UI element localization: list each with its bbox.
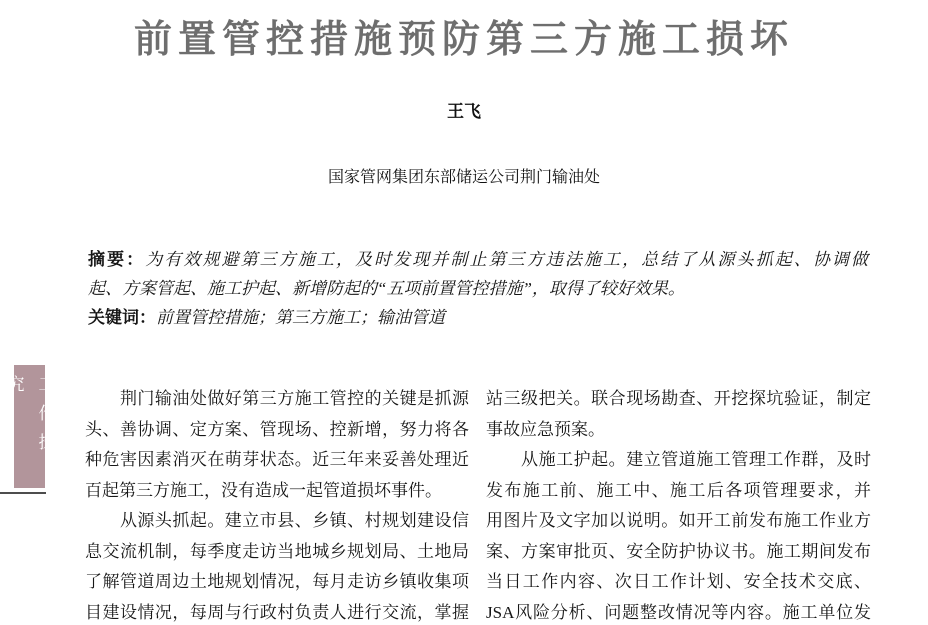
body-line: 种危害因素消灭在萌芽状态。近三年来妥善处理近 [85,450,469,469]
body-line: 事故应急预案。 [486,419,605,439]
abstract-label: 摘要： [88,250,146,269]
abstract-block [88,245,868,332]
section-rule [0,492,46,494]
author-name: 王飞 [447,102,481,121]
keywords-line [88,303,868,332]
article-title: 前置管控措施预防第三方施工损坏 [133,19,794,61]
body-line: 头、善协调、定方案、管现场、控新增，努力将各 [85,419,469,439]
body-line: 荆门输油处做好第三方施工管控的关键是抓源 [85,389,469,408]
body-line: 当日工作内容、次日工作计划、安全技术交底、 [486,572,871,591]
body-line: JSA风险分析、问题整改情况等内容。施工单位发 [486,602,871,622]
keywords-label: 关键词： [88,308,156,327]
abstract-text: 为有效规避第三方施工，及时发现并制止第三方违法施工，总结了从源头抓起、协调做 [145,250,869,269]
body-line: 百起第三方施工，没有造成一起管道损坏事件。 [85,480,442,500]
body-line: 了解管道周边土地规划情况，每月走访乡镇收集项 [85,572,469,591]
body-column-left [85,384,469,625]
body-line: 从源头抓起。建立市县、乡镇、村规划建设信 [85,511,469,530]
body-line: 案、方案审批页、安全防护协议书。施工期间发布 [486,541,871,561]
body-line: 站三级把关。联合现场勘查、开挖探坑验证，制定 [486,389,871,408]
abstract-line: 起、方案管起、施工护起、新增防起的“五项前置管控措施”，取得了较好效果。 [88,279,685,298]
abstract-line [88,245,868,274]
keywords-text: 前置管控措施；第三方施工；输油管道 [156,308,445,327]
section-tab-label: 工作探究 [4,375,55,462]
body-line: 发布施工前、施工中、施工后各项管理要求，并 [486,480,871,500]
author-affiliation: 国家管网集团东部储运公司荆门输油处 [327,169,600,186]
section-tab [4,365,55,488]
body-line: 用图片及文字加以说明。如开工前发布施工作业方 [486,511,871,530]
body-line: 息交流机制，每季度走访当地城乡规划局、土地局 [85,541,469,561]
body-column-right [486,384,871,625]
body-line: 目建设情况，每周与行政村负责人进行交流，掌握 [85,602,469,622]
body-line: 从施工护起。建立管道施工管理工作群，及时 [486,450,871,469]
